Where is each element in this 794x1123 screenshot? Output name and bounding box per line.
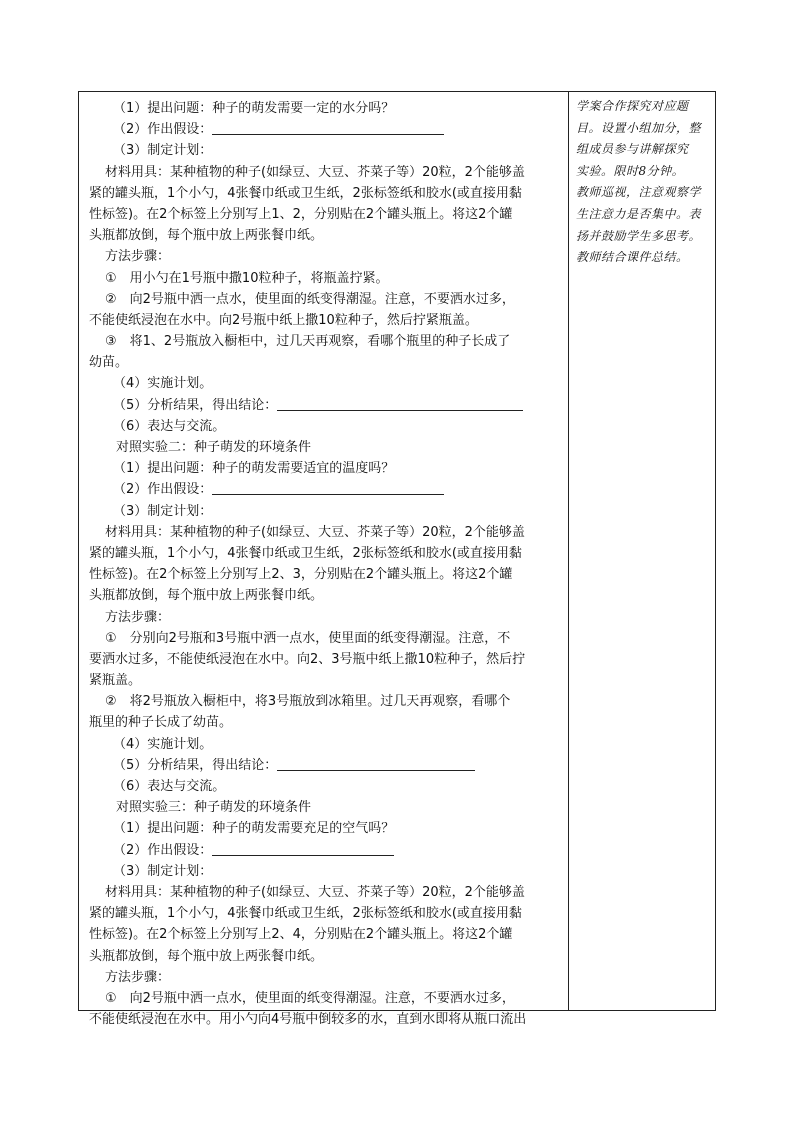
text-line-content: （5）分析结果，得出结论： <box>113 397 278 413</box>
teacher-note-line: 教师结合课件总结。 <box>576 250 689 265</box>
text-line-content: 性标签)。在2个标签上分别写上2、4，分别贴在2个罐头瓶上。将这2个罐 <box>89 927 513 943</box>
answer-blank[interactable] <box>212 121 444 135</box>
teacher-note-line: 目。设置小组加分，整 <box>576 120 702 135</box>
text-line <box>89 543 559 564</box>
text-line-content: 头瓶都放倒，每个瓶中放上两张餐巾纸。 <box>89 948 324 964</box>
text-line-content: 头瓶都放倒，每个瓶中放上两张餐巾纸。 <box>89 588 324 604</box>
text-line-content: （2）作出假设： <box>113 482 213 498</box>
text-line <box>89 691 559 712</box>
text-line-content: 材料用具：某种植物的种子(如绿豆、大豆、芥菜子等）20粒，2个能够盖 <box>105 884 525 900</box>
text-line-content: 紧的罐头瓶，1个小勺，4张餐巾纸或卫生纸，2张标签纸和胶水(或直接用黏 <box>89 185 522 201</box>
text-line <box>89 924 559 945</box>
text-line <box>89 225 559 246</box>
text-line <box>89 628 559 649</box>
text-line <box>89 903 559 924</box>
text-line-content: 对照实验三：种子萌发的环境条件 <box>116 800 312 816</box>
text-line-content: 紧的罐头瓶，1个小勺，4张餐巾纸或卫生纸，2张标签纸和胶水(或直接用黏 <box>89 906 522 922</box>
text-line-content: ① 分别向2号瓶和3号瓶中洒一点水，使里面的纸变得潮湿。注意，不 <box>105 630 511 646</box>
answer-blank[interactable] <box>212 481 444 495</box>
text-line-content: （2）作出假设： <box>113 122 213 138</box>
answer-blank[interactable] <box>277 757 475 771</box>
text-line-content: （4）实施计划。 <box>113 736 213 752</box>
text-line-content: 方法步骤： <box>105 249 171 265</box>
column-divider <box>568 92 569 1010</box>
text-line <box>89 352 559 373</box>
text-line-content: 紧的罐头瓶，1个小勺，4张餐巾纸或卫生纸，2张标签纸和胶水(或直接用黏 <box>89 545 522 561</box>
text-line <box>89 776 559 797</box>
answer-blank[interactable] <box>212 842 394 856</box>
text-line-content: ① 用小勺在1号瓶中撒10粒种子，将瓶盖拧紧。 <box>105 270 389 286</box>
text-line-content: （6）表达与交流。 <box>113 779 226 794</box>
teacher-note-line: 实验。限时8分钟。 <box>576 163 685 178</box>
teacher-note-line: 学案合作探究对应题 <box>576 99 689 113</box>
text-line <box>89 268 559 289</box>
text-line <box>89 479 559 500</box>
text-line <box>89 988 559 1009</box>
text-line <box>89 712 559 733</box>
text-line-content: 幼苗。 <box>89 355 129 371</box>
text-line <box>89 882 559 903</box>
text-line <box>89 670 559 691</box>
text-line <box>89 522 559 543</box>
text-line <box>89 204 559 225</box>
text-line <box>89 797 559 818</box>
text-line <box>89 395 559 416</box>
text-line <box>89 1009 559 1030</box>
teacher-note-line: 组成员参与讲解探究 <box>576 142 689 157</box>
text-line <box>89 162 559 183</box>
text-line <box>89 98 559 119</box>
text-line-content: 性标签)。在2个标签上分别写上2、3，分别贴在2个罐头瓶上。将这2个罐 <box>89 567 513 583</box>
text-line-content: 紧瓶盖。 <box>89 673 142 689</box>
text-line <box>89 818 559 839</box>
text-line-content: ② 将2号瓶放入橱柜中，将3号瓶放到冰箱里。过几天再观察，看哪个 <box>105 694 511 710</box>
text-line-content: 不能使纸浸泡在水中。用小勺向4号瓶中倒较多的水，直到水即将从瓶口流出 <box>89 1012 527 1028</box>
text-line-content: （3）制定计划： <box>113 143 213 159</box>
text-line <box>89 755 559 776</box>
text-line <box>89 437 559 458</box>
text-line-content: 头瓶都放倒，每个瓶中放上两张餐巾纸。 <box>89 228 324 244</box>
text-line <box>89 585 559 606</box>
text-line-content: 性标签)。在2个标签上分别写上1、2，分别贴在2个罐头瓶上。将这2个罐 <box>89 206 513 222</box>
text-line-content: 要洒水过多，不能使纸浸泡在水中。向2、3号瓶中纸上撒10粒种子，然后拧 <box>89 651 526 667</box>
text-line-content: （2）作出假设： <box>113 842 213 858</box>
text-line-content: 材料用具：某种植物的种子(如绿豆、大豆、芥菜子等）20粒，2个能够盖 <box>105 164 525 180</box>
text-line-content: （1）提出问题：种子的萌发需要适宜的温度吗？ <box>113 461 395 477</box>
text-line-content: （3）制定计划： <box>113 863 213 879</box>
text-line <box>89 331 559 352</box>
text-line <box>89 183 559 204</box>
teacher-note-line: 教师巡视，注意观察学 <box>576 185 702 200</box>
text-line-content: （6）表达与交流。 <box>113 418 226 434</box>
text-line-content: 对照实验二：种子萌发的环境条件 <box>116 440 312 455</box>
text-line <box>89 310 559 331</box>
text-line <box>89 119 559 140</box>
text-line-content: （5）分析结果，得出结论： <box>113 757 278 773</box>
text-line-content: （3）制定计划： <box>113 503 213 519</box>
text-line-content: 方法步骤： <box>105 969 171 985</box>
text-line <box>89 458 559 479</box>
text-line-content: （1）提出问题：种子的萌发需要一定的水分吗？ <box>113 101 395 116</box>
text-line <box>89 840 559 861</box>
text-line-content: 材料用具：某种植物的种子(如绿豆、大豆、芥菜子等）20粒，2个能够盖 <box>105 524 525 540</box>
text-line-content: 方法步骤： <box>105 609 171 625</box>
text-line <box>89 564 559 585</box>
text-line <box>89 501 559 522</box>
text-line <box>89 416 559 437</box>
answer-blank[interactable] <box>277 397 523 411</box>
text-line <box>89 861 559 882</box>
text-line <box>89 246 559 267</box>
lesson-table <box>78 91 716 1028</box>
main-content-column <box>89 98 559 1030</box>
text-line <box>89 734 559 755</box>
text-line-content: ① 向2号瓶中洒一点水，使里面的纸变得潮湿。注意，不要洒水过多， <box>105 990 515 1006</box>
teacher-note-line: 生注意力是否集中。表 <box>576 206 702 221</box>
text-line <box>89 649 559 670</box>
teacher-notes-column <box>576 96 712 269</box>
teacher-note-line: 扬并鼓励学生多思考。 <box>576 228 702 243</box>
text-line <box>89 373 559 394</box>
text-line <box>89 967 559 988</box>
text-line-content: 瓶里的种子长成了幼苗。 <box>89 715 233 731</box>
text-line-content: （1）提出问题：种子的萌发需要充足的空气吗？ <box>113 821 395 837</box>
text-line-content: ③ 将1、2号瓶放入橱柜中，过几天再观察，看哪个瓶里的种子长成了 <box>105 334 511 350</box>
text-line-content: （4）实施计划。 <box>113 376 213 392</box>
text-line <box>89 140 559 161</box>
text-line-content: 不能使纸浸泡在水中。向2号瓶中纸上撒10粒种子，然后拧紧瓶盖。 <box>89 312 478 328</box>
text-line-content: ② 向2号瓶中洒一点水，使里面的纸变得潮湿。注意，不要洒水过多， <box>105 291 515 307</box>
text-line <box>89 946 559 967</box>
text-line <box>89 289 559 310</box>
text-line <box>89 607 559 628</box>
